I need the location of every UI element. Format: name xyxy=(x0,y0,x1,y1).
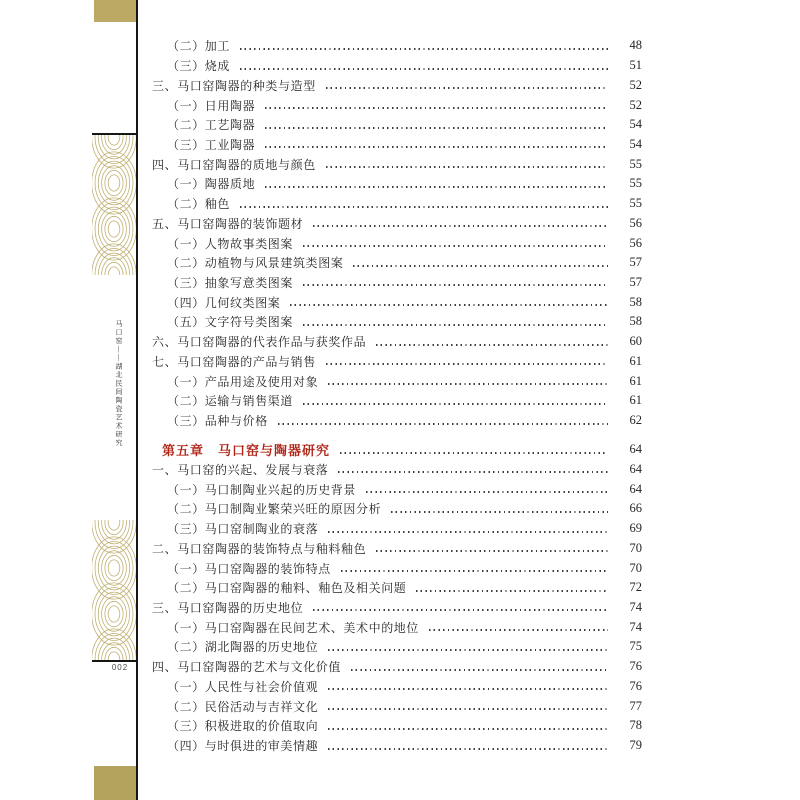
toc-entry-row xyxy=(150,637,642,657)
dot-leader xyxy=(303,245,608,247)
dot-leader xyxy=(328,688,608,690)
toc-entry-row xyxy=(150,578,642,598)
toc-entry-page: 54 xyxy=(629,117,642,132)
toc-entry-title: （一）产品用途及使用对象 xyxy=(167,374,319,389)
toc-entry-row xyxy=(150,371,642,391)
decorative-ring-pattern-bottom xyxy=(92,520,136,660)
toc-entry-row xyxy=(150,194,642,214)
toc-entry-title: （二）加工 xyxy=(167,39,231,54)
toc-entry-row xyxy=(150,558,642,578)
dot-leader xyxy=(328,708,608,710)
toc-entry-title: （二）工艺陶器 xyxy=(167,118,256,133)
toc-entry-page: 76 xyxy=(629,678,642,693)
toc-entry-row xyxy=(150,312,642,332)
toc-entry-row xyxy=(150,273,642,293)
toc-entry-page: 61 xyxy=(629,373,642,388)
toc-entry-title: （三）品种与价格 xyxy=(167,414,268,429)
toc-entry-title: 四、马口窑陶器的质地与颜色 xyxy=(152,157,316,172)
toc-entry-page: 55 xyxy=(629,156,642,171)
dot-leader xyxy=(240,48,608,50)
dot-leader xyxy=(313,225,608,227)
dot-leader xyxy=(328,383,608,385)
dot-leader xyxy=(303,324,608,326)
toc-entry-title: （一）马口窑陶器的装饰特点 xyxy=(167,561,331,576)
toc-entry-title: （一）人物故事类图案 xyxy=(167,236,294,251)
dot-leader xyxy=(340,452,608,454)
dot-leader xyxy=(376,344,608,346)
toc-entry-title: （二）动植物与风景建筑类图案 xyxy=(167,256,344,271)
dot-leader xyxy=(328,728,608,730)
toc-entry-title: （二）釉色 xyxy=(167,197,231,212)
dot-leader xyxy=(313,609,608,611)
dot-leader xyxy=(326,363,608,365)
dot-leader xyxy=(265,186,608,188)
toc-entry-page: 75 xyxy=(629,639,642,654)
toc-entry-title: （五）文字符号类图案 xyxy=(167,315,294,330)
dot-leader xyxy=(376,550,608,552)
toc-entry-page: 79 xyxy=(629,738,642,753)
toc-entry-row xyxy=(150,479,642,499)
toc-entry-title: （四）几何纹类图案 xyxy=(167,295,281,310)
dot-leader xyxy=(353,265,608,267)
toc-entry-row xyxy=(150,598,642,618)
decorative-ring-pattern-top xyxy=(92,135,136,275)
toc-entry-page: 61 xyxy=(629,353,642,368)
toc-entry-title: （四）与时俱进的审美情趣 xyxy=(167,739,319,754)
toc-entry-page: 77 xyxy=(629,698,642,713)
toc-entry-page: 64 xyxy=(629,481,642,496)
toc-entry-page: 51 xyxy=(629,58,642,73)
toc-entry-title: 二、马口窑陶器的装饰特点与釉料釉色 xyxy=(152,541,367,556)
toc-entry-title: （二）湖北陶器的历史地位 xyxy=(167,640,319,655)
dot-leader xyxy=(240,206,608,208)
toc-entry-title: （二）马口窑陶器的釉料、釉色及相关问题 xyxy=(167,581,407,596)
toc-entry-row xyxy=(150,56,642,76)
toc-entry-page: 52 xyxy=(629,97,642,112)
toc-entry-title: （二）运输与销售渠道 xyxy=(167,394,294,409)
toc-entry-row xyxy=(150,213,642,233)
toc-entry-title: 三、马口窑陶器的种类与造型 xyxy=(152,78,316,93)
toc-entry-title: 六、马口窑陶器的代表作品与获奖作品 xyxy=(152,335,367,350)
toc-entry-page: 52 xyxy=(629,77,642,92)
toc-entry-row xyxy=(150,411,642,431)
toc-entry-title: （三）抽象写意类图案 xyxy=(167,275,294,290)
toc-entry-row xyxy=(150,95,642,115)
toc-entry-row xyxy=(150,233,642,253)
toc-entry-title: （一）马口窑陶器在民间艺术、美术中的地位 xyxy=(167,620,420,635)
dot-leader xyxy=(391,511,608,513)
dot-leader xyxy=(303,284,608,286)
toc-entry-row xyxy=(150,617,642,637)
toc-entry-title: 四、马口窑陶器的艺术与文化价值 xyxy=(152,660,342,675)
dot-leader xyxy=(429,629,608,631)
toc-entry-row xyxy=(150,696,642,716)
dot-leader xyxy=(278,423,608,425)
toc-entry-title: （一）日用陶器 xyxy=(167,98,256,113)
toc-entry-page: 74 xyxy=(629,619,642,634)
toc-entry-row xyxy=(150,657,642,677)
toc-entry-page: 55 xyxy=(629,196,642,211)
dot-leader xyxy=(338,471,608,473)
toc-entry-row xyxy=(150,499,642,519)
toc-entry-title: （三）工业陶器 xyxy=(167,137,256,152)
toc-entry-page: 48 xyxy=(629,38,642,53)
spine-top-gold-block xyxy=(94,0,136,22)
toc-entry-page: 62 xyxy=(629,413,642,428)
toc-entry-page: 57 xyxy=(629,255,642,270)
toc-entry-row xyxy=(150,391,642,411)
toc-entry-page: 56 xyxy=(629,235,642,250)
dot-leader xyxy=(290,304,608,306)
toc-chapter-title: 第五章 马口窑与陶器研究 xyxy=(162,443,331,459)
toc-entry-page: 70 xyxy=(629,560,642,575)
dot-leader xyxy=(240,68,608,70)
toc-entry-title: （三）马口窑制陶业的衰落 xyxy=(167,522,319,537)
toc-entry-row xyxy=(150,292,642,312)
toc-entry-title: 五、马口窑陶器的装饰题材 xyxy=(152,216,304,231)
dot-leader xyxy=(366,491,608,493)
dot-leader xyxy=(328,748,608,750)
toc-entry-page: 57 xyxy=(629,274,642,289)
toc-entry-row xyxy=(150,174,642,194)
toc-entry-page: 58 xyxy=(629,314,642,329)
toc-entry-row xyxy=(150,716,642,736)
dot-leader xyxy=(341,570,608,572)
toc-entry-row xyxy=(150,253,642,273)
toc-entry-title: （二）民俗活动与吉祥文化 xyxy=(167,699,319,714)
spine-bottom-gold-block xyxy=(94,766,136,800)
toc-entry-page: 74 xyxy=(629,599,642,614)
toc-entry-title: （二）马口制陶业繁荣兴旺的原因分析 xyxy=(167,502,382,517)
dot-leader xyxy=(265,146,608,148)
toc-entry-page: 64 xyxy=(629,461,642,476)
toc-entry-row xyxy=(150,332,642,352)
toc-entry-title: 一、马口窑的兴起、发展与衰落 xyxy=(152,462,329,477)
toc-entry-title: （一）马口制陶业兴起的历史背景 xyxy=(167,482,357,497)
toc-entry-title: （三）积极进取的价值取向 xyxy=(167,719,319,734)
dot-leader xyxy=(351,669,608,671)
dot-leader xyxy=(416,590,608,592)
toc-entry-row xyxy=(150,736,642,756)
toc-entry-title: 三、马口窑陶器的历史地位 xyxy=(152,600,304,615)
toc-entry-page: 76 xyxy=(629,659,642,674)
toc-entry-row xyxy=(150,460,642,480)
toc-entry-page: 78 xyxy=(629,718,642,733)
dot-leader xyxy=(328,531,608,533)
dot-leader xyxy=(326,166,608,168)
toc-entry-row xyxy=(150,538,642,558)
toc-entry-row xyxy=(150,519,642,539)
toc-entry-page: 64 xyxy=(629,442,642,457)
toc-entry-title: 七、马口窑陶器的产品与销售 xyxy=(152,354,316,369)
toc-entry-row xyxy=(150,352,642,372)
toc-entry-row xyxy=(150,36,642,56)
toc-entry-row xyxy=(150,135,642,155)
toc-entry-page: 61 xyxy=(629,393,642,408)
spine-horizontal-rule-bottom xyxy=(92,660,137,662)
toc-entry-row xyxy=(150,154,642,174)
spine-vertical-rule xyxy=(136,0,138,800)
toc-entry-page: 69 xyxy=(629,521,642,536)
dot-leader xyxy=(328,649,608,651)
toc-entry-page: 60 xyxy=(629,334,642,349)
toc-entry-page: 55 xyxy=(629,176,642,191)
toc-entry-page: 54 xyxy=(629,136,642,151)
folio-page-number: 002 xyxy=(111,663,129,672)
toc-entry-row xyxy=(150,75,642,95)
toc-entry-title: （一）人民性与社会价值观 xyxy=(167,679,319,694)
toc-entry-page: 56 xyxy=(629,215,642,230)
toc-chapter-row xyxy=(150,440,642,460)
toc-entry-page: 70 xyxy=(629,540,642,555)
toc-entry-page: 58 xyxy=(629,294,642,309)
toc-entry-row xyxy=(150,115,642,135)
dot-leader xyxy=(303,403,608,405)
dot-leader xyxy=(265,127,608,129)
table-of-contents xyxy=(150,36,642,755)
toc-entry-page: 72 xyxy=(629,580,642,595)
spine-book-title: 马口窑——湖北民间陶瓷艺术研究 xyxy=(115,320,123,448)
dot-leader xyxy=(265,107,608,109)
toc-entry-title: （一）陶器质地 xyxy=(167,177,256,192)
toc-entry-title: （三）烧成 xyxy=(167,59,231,74)
toc-entry-row xyxy=(150,677,642,697)
toc-entry-page: 66 xyxy=(629,501,642,516)
dot-leader xyxy=(326,87,608,89)
